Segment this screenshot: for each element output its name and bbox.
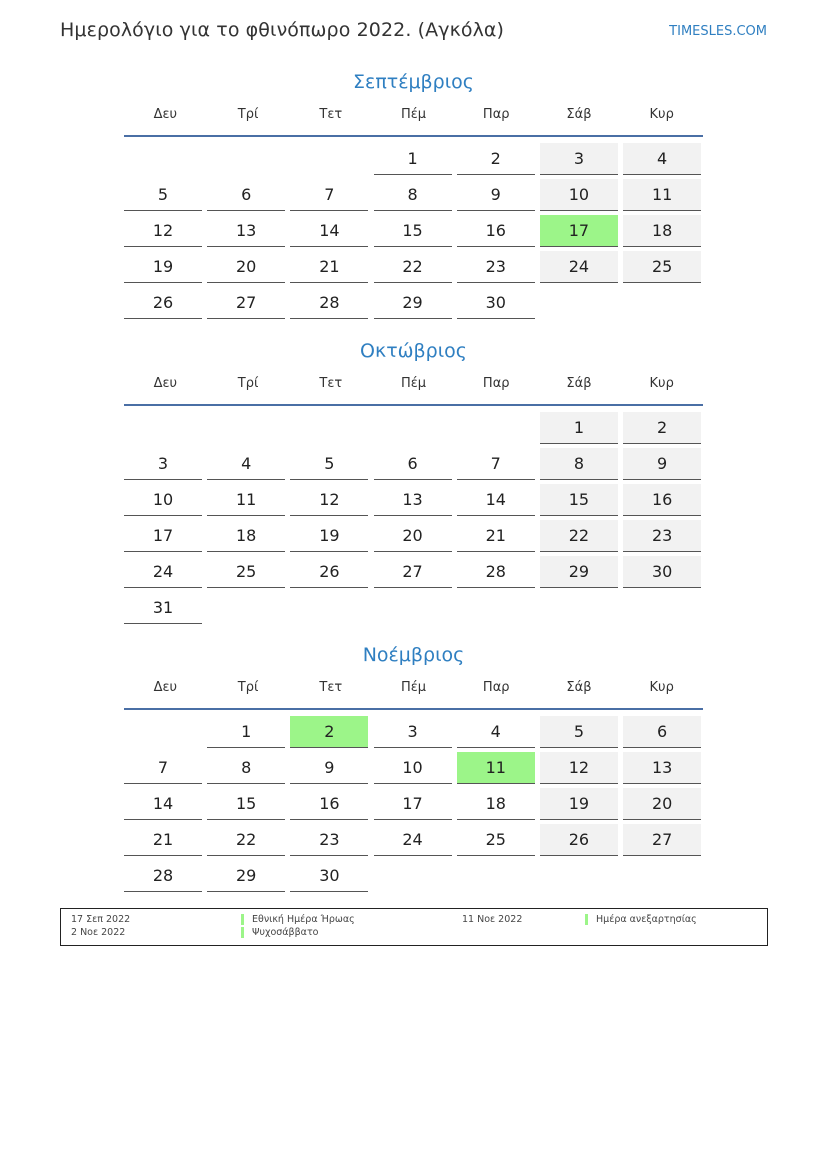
day-cell[interactable]: 8 xyxy=(540,448,618,480)
day-grid xyxy=(124,412,703,624)
day-cell[interactable]: 4 xyxy=(623,143,701,175)
day-cell[interactable]: 22 xyxy=(374,251,452,283)
empty-cell xyxy=(457,592,535,624)
day-cell[interactable]: 19 xyxy=(124,251,202,283)
weekday-label: Τρί xyxy=(237,680,259,695)
weekday-label: Κυρ xyxy=(649,680,674,695)
day-cell[interactable]: 21 xyxy=(124,824,202,856)
day-cell[interactable]: 26 xyxy=(290,556,368,588)
day-cell[interactable]: 24 xyxy=(124,556,202,588)
day-cell[interactable]: 17 xyxy=(374,788,452,820)
legend-row xyxy=(61,914,767,927)
weekday-label: Τρί xyxy=(237,376,259,391)
day-cell[interactable]: 6 xyxy=(374,448,452,480)
weekday-label: Δευ xyxy=(153,680,178,695)
day-cell[interactable]: 24 xyxy=(540,251,618,283)
weekday-label: Σάβ xyxy=(566,680,592,695)
day-cell[interactable]: 18 xyxy=(623,215,701,247)
day-cell[interactable]: 29 xyxy=(207,860,285,892)
day-cell[interactable]: 27 xyxy=(374,556,452,588)
day-grid xyxy=(124,716,703,892)
weekday-label: Κυρ xyxy=(649,107,674,122)
weekday-label: Παρ xyxy=(482,680,510,695)
holiday-legend xyxy=(60,908,768,946)
day-cell[interactable]: 29 xyxy=(374,287,452,319)
empty-cell xyxy=(623,287,701,319)
day-cell[interactable]: 18 xyxy=(457,788,535,820)
day-cell[interactable]: 12 xyxy=(290,484,368,516)
weekday-label: Σάβ xyxy=(566,376,592,391)
legend-date: 11 Νοε 2022 xyxy=(462,914,523,925)
day-cell[interactable]: 19 xyxy=(290,520,368,552)
day-cell[interactable]: 10 xyxy=(124,484,202,516)
empty-cell xyxy=(374,860,452,892)
day-cell[interactable]: 13 xyxy=(207,215,285,247)
day-cell[interactable]: 7 xyxy=(457,448,535,480)
day-cell[interactable]: 3 xyxy=(374,716,452,748)
day-cell[interactable]: 9 xyxy=(623,448,701,480)
day-cell[interactable]: 26 xyxy=(124,287,202,319)
day-cell[interactable]: 22 xyxy=(540,520,618,552)
day-cell[interactable]: 5 xyxy=(540,716,618,748)
day-cell[interactable]: 30 xyxy=(290,860,368,892)
legend-holiday-name: Εθνική Ημέρα Ήρωας xyxy=(241,914,355,925)
empty-cell xyxy=(207,143,285,175)
legend-date: 2 Νοε 2022 xyxy=(71,927,126,938)
weekday-header xyxy=(124,99,703,137)
month-title: Οκτώβριος xyxy=(360,340,467,362)
empty-cell xyxy=(290,412,368,444)
day-cell[interactable]: 7 xyxy=(124,752,202,784)
day-cell[interactable]: 25 xyxy=(623,251,701,283)
day-cell[interactable]: 28 xyxy=(457,556,535,588)
day-cell[interactable]: 14 xyxy=(124,788,202,820)
day-cell[interactable]: 1 xyxy=(207,716,285,748)
day-cell[interactable]: 25 xyxy=(207,556,285,588)
day-cell[interactable]: 6 xyxy=(207,179,285,211)
day-cell[interactable]: 10 xyxy=(374,752,452,784)
empty-cell xyxy=(290,143,368,175)
day-cell[interactable]: 14 xyxy=(290,215,368,247)
day-cell[interactable]: 15 xyxy=(207,788,285,820)
legend-date: 17 Σεπ 2022 xyxy=(71,914,131,925)
day-cell[interactable]: 29 xyxy=(540,556,618,588)
day-cell[interactable]: 20 xyxy=(623,788,701,820)
empty-cell xyxy=(124,143,202,175)
day-cell[interactable]: 10 xyxy=(540,179,618,211)
day-cell[interactable]: 9 xyxy=(290,752,368,784)
day-cell[interactable]: 27 xyxy=(207,287,285,319)
weekday-label: Κυρ xyxy=(649,376,674,391)
site-link[interactable]: TIMESLES.COM xyxy=(669,24,767,39)
weekday-label: Παρ xyxy=(482,376,510,391)
empty-cell xyxy=(540,860,618,892)
day-cell[interactable]: 8 xyxy=(374,179,452,211)
day-cell[interactable]: 9 xyxy=(457,179,535,211)
weekday-header xyxy=(124,368,703,406)
empty-cell xyxy=(207,412,285,444)
month-september xyxy=(124,65,703,319)
empty-cell xyxy=(457,412,535,444)
day-grid xyxy=(124,143,703,319)
empty-cell xyxy=(540,287,618,319)
page-title: Ημερολόγιο για το φθινόπωρο 2022. (Αγκόλα) xyxy=(60,19,505,41)
weekday-label: Πέμ xyxy=(400,107,427,122)
weekday-label: Τετ xyxy=(319,376,343,391)
empty-cell xyxy=(124,716,202,748)
day-cell[interactable]: 26 xyxy=(540,824,618,856)
day-cell[interactable]: 28 xyxy=(124,860,202,892)
legend-holiday-name: Ψυχοσάββατο xyxy=(241,927,318,938)
day-cell[interactable]: 17 xyxy=(540,215,618,247)
month-title: Νοέμβριος xyxy=(362,644,465,666)
day-cell[interactable]: 27 xyxy=(623,824,701,856)
day-cell[interactable]: 11 xyxy=(457,752,535,784)
day-cell[interactable]: 16 xyxy=(623,484,701,516)
month-november xyxy=(124,638,703,892)
day-cell[interactable]: 1 xyxy=(540,412,618,444)
weekday-label: Τετ xyxy=(319,680,343,695)
weekday-label: Δευ xyxy=(153,376,178,391)
empty-cell xyxy=(623,860,701,892)
day-cell[interactable]: 13 xyxy=(623,752,701,784)
legend-row xyxy=(61,927,767,940)
month-title: Σεπτέμβριος xyxy=(353,71,474,93)
day-cell[interactable]: 24 xyxy=(374,824,452,856)
day-cell[interactable]: 5 xyxy=(124,179,202,211)
day-cell[interactable]: 15 xyxy=(540,484,618,516)
day-cell[interactable]: 25 xyxy=(457,824,535,856)
weekday-label: Δευ xyxy=(153,107,178,122)
day-cell[interactable]: 20 xyxy=(374,520,452,552)
day-cell[interactable]: 7 xyxy=(290,179,368,211)
day-cell[interactable]: 23 xyxy=(623,520,701,552)
day-cell[interactable]: 6 xyxy=(623,716,701,748)
day-cell[interactable]: 31 xyxy=(124,592,202,624)
day-cell[interactable]: 3 xyxy=(124,448,202,480)
day-cell[interactable]: 21 xyxy=(457,520,535,552)
day-cell[interactable]: 1 xyxy=(374,143,452,175)
empty-cell xyxy=(374,412,452,444)
day-cell[interactable]: 21 xyxy=(290,251,368,283)
legend-holiday-name: Ημέρα ανεξαρτησίας xyxy=(585,914,697,925)
day-cell[interactable]: 15 xyxy=(374,215,452,247)
weekday-label: Παρ xyxy=(482,107,510,122)
day-cell[interactable]: 4 xyxy=(207,448,285,480)
weekday-label: Τετ xyxy=(319,107,343,122)
day-cell[interactable]: 12 xyxy=(124,215,202,247)
day-cell[interactable]: 11 xyxy=(207,484,285,516)
day-cell[interactable]: 22 xyxy=(207,824,285,856)
day-cell[interactable]: 23 xyxy=(457,251,535,283)
weekday-label: Πέμ xyxy=(400,680,427,695)
day-cell[interactable]: 13 xyxy=(374,484,452,516)
empty-cell xyxy=(207,592,285,624)
day-cell[interactable]: 19 xyxy=(540,788,618,820)
day-cell[interactable]: 16 xyxy=(457,215,535,247)
weekday-label: Σάβ xyxy=(566,107,592,122)
day-cell[interactable]: 8 xyxy=(207,752,285,784)
weekday-label: Τρί xyxy=(237,107,259,122)
day-cell[interactable]: 18 xyxy=(207,520,285,552)
empty-cell xyxy=(374,592,452,624)
weekday-header xyxy=(124,672,703,710)
day-cell[interactable]: 5 xyxy=(290,448,368,480)
day-cell[interactable]: 2 xyxy=(290,716,368,748)
month-october xyxy=(124,334,703,624)
day-cell[interactable]: 30 xyxy=(457,287,535,319)
day-cell[interactable]: 20 xyxy=(207,251,285,283)
empty-cell xyxy=(623,592,701,624)
empty-cell xyxy=(457,860,535,892)
day-cell[interactable]: 23 xyxy=(290,824,368,856)
empty-cell xyxy=(290,592,368,624)
empty-cell xyxy=(540,592,618,624)
day-cell[interactable]: 30 xyxy=(623,556,701,588)
day-cell[interactable]: 2 xyxy=(457,143,535,175)
day-cell[interactable]: 17 xyxy=(124,520,202,552)
weekday-label: Πέμ xyxy=(400,376,427,391)
day-cell[interactable]: 4 xyxy=(457,716,535,748)
day-cell[interactable]: 14 xyxy=(457,484,535,516)
day-cell[interactable]: 2 xyxy=(623,412,701,444)
day-cell[interactable]: 16 xyxy=(290,788,368,820)
empty-cell xyxy=(124,412,202,444)
day-cell[interactable]: 28 xyxy=(290,287,368,319)
day-cell[interactable]: 11 xyxy=(623,179,701,211)
day-cell[interactable]: 12 xyxy=(540,752,618,784)
day-cell[interactable]: 3 xyxy=(540,143,618,175)
